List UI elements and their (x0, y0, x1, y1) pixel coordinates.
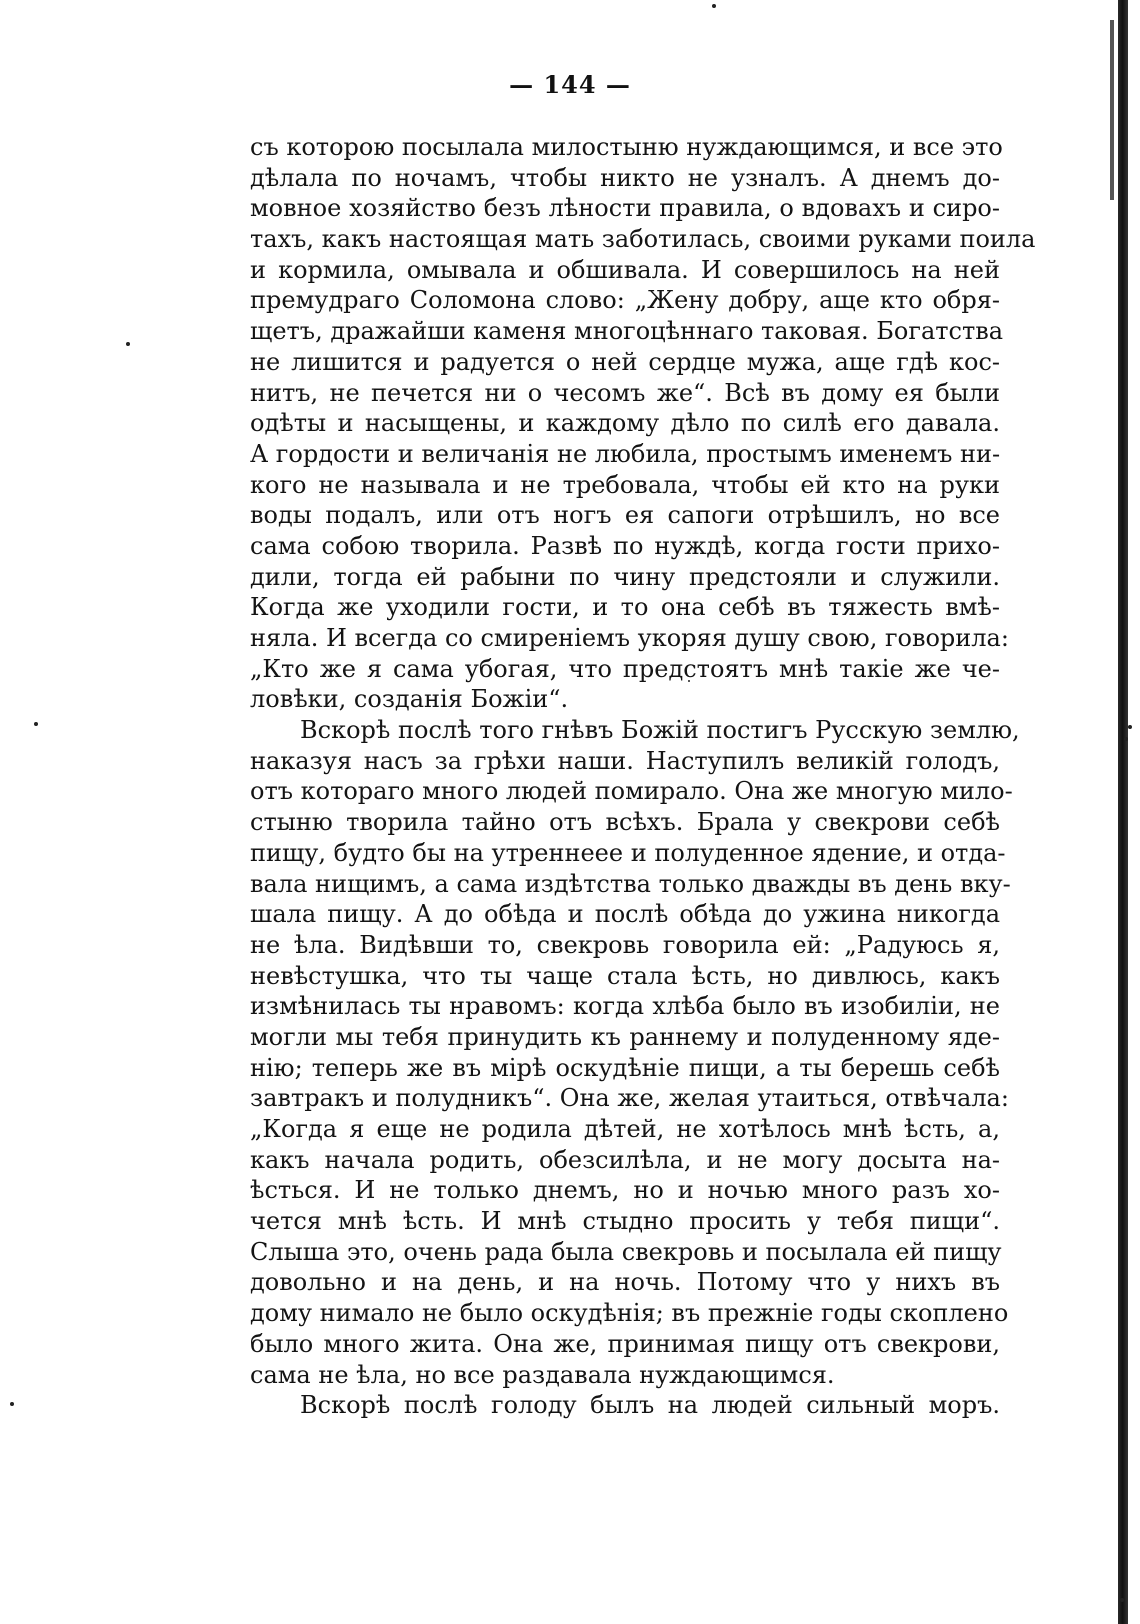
page-number: — 144 — (509, 70, 631, 99)
text-line: чется мнѣ ѣсть. И мнѣ стыдно просить у тебя пищи“. (250, 1207, 1000, 1236)
text-line: могли мы тебя принудить къ раннему и полуденному яде- (250, 1022, 1000, 1051)
text-line: сама не ѣла, но все раздавала нуждающимся. (250, 1360, 835, 1389)
text-line: довольно и на день, и на ночь. Потому что у нихъ въ (250, 1268, 1000, 1297)
text-line: было много жита. Она же, принимая пищу отъ свекрови, (250, 1329, 1000, 1358)
text-line: Вскорѣ послѣ того гнѣвъ Божій постигъ Русскую землю, (300, 716, 1020, 745)
text-line: какъ начала родить, обезсилѣла, и не могу досыта на- (250, 1145, 1000, 1174)
page-edge-mark (1110, 20, 1114, 200)
text-line: дѣлала по ночамъ, чтобы никто не узналъ. А днемъ до- (250, 163, 1000, 192)
text-line: Вскорѣ послѣ голоду былъ на людей сильный моръ. (300, 1391, 1000, 1420)
text-line: наказуя насъ за грѣхи наши. Наступилъ великій голодъ, (250, 746, 1000, 775)
text-line: одѣты и насыщены, и каждому дѣло по силѣ его давала. (250, 409, 1000, 438)
text-line: завтракъ и полудникъ“. Она же, желая утаиться, отвѣчала: (250, 1084, 1009, 1113)
text-line: „Кто же я сама убогая, что предстоятъ мнѣ такіе же че- (250, 654, 1000, 683)
text-line: Слыша это, очень рада была свекровь и посылала ей пищу (250, 1237, 1002, 1266)
text-line: тахъ, какъ настоящая мать заботилась, своими руками поила (250, 225, 1036, 254)
text-line: нію; теперь же въ мірѣ оскудѣніе пищи, а ты берешь себѣ (250, 1053, 1000, 1082)
text-line: Когда же уходили гости, и то она себѣ въ тяжесть вмѣ- (250, 593, 1000, 622)
text-line: не лишится и радуется о ней сердце мужа, аще гдѣ кос- (250, 347, 1000, 376)
text-line: ѣсться. И не только днемъ, но и ночью много разъ хо- (250, 1176, 1000, 1205)
scan-speck (1120, 1598, 1124, 1602)
text-line: „Когда я еще не родила дѣтей, не хотѣлось мнѣ ѣсть, а, (250, 1115, 1000, 1143)
text-line: нитъ, не печется ни о чесомъ же“. Всѣ въ дому ея были (250, 378, 1000, 407)
text-line: и кормила, омывала и обшивала. И совершилось на ней (250, 255, 1000, 284)
text-line: мовное хозяйство безъ лѣности правила, о вдовахъ и сиро- (250, 194, 1000, 223)
text-line: А гордости и величанія не любила, простымъ именемъ ни- (250, 439, 1001, 468)
text-line: щетъ, дражайши каменя многоцѣннаго таковая. Богатства (250, 317, 1004, 346)
scan-speck (712, 4, 716, 8)
text-line: сама собою творила. Развѣ по нуждѣ, когда гости прихо- (250, 531, 1000, 560)
text-line: шала пищу. А до обѣда и послѣ обѣда до ужина никогда (250, 900, 1000, 929)
text-line: няла. И всегда со смиреніемъ укоряя душу свою, говорила: (250, 624, 1009, 652)
scan-speck (34, 722, 38, 726)
text-line: ловѣки, созданія Божіи“. (250, 685, 569, 714)
text-line: дили, тогда ей рабыни по чину предстояли и служили. (250, 562, 1000, 591)
scan-speck (126, 342, 130, 346)
text-line: стыню творила тайно отъ всѣхъ. Брала у свекрови себѣ (250, 808, 1000, 837)
text-line: не ѣла. Видѣвши то, свекровь говорила ей: „Радуюсь я, (250, 930, 1000, 959)
text-line: невѣстушка, что ты чаще стала ѣсть, но дивлюсь, какъ (250, 961, 1000, 990)
text-line: кого не называла и не требовала, чтобы ей кто на руки (250, 470, 1000, 499)
scan-speck (10, 1402, 14, 1406)
text-line: воды подалъ, или отъ ногъ ея сапоги отрѣшилъ, но все (250, 501, 1000, 530)
text-line: измѣнилась ты нравомъ: когда хлѣба было въ изобиліи, не (250, 992, 1000, 1021)
text-line: вала нищимъ, а сама издѣтства только дважды въ день вку- (250, 869, 1011, 898)
scan-speck (1124, 737, 1128, 741)
text-line: премудраго Соломона слово: „Жену добру, аще кто обря- (250, 286, 1000, 315)
text-line: пищу, будто бы на утреннеее и полуденное ядение, и отда- (250, 838, 1006, 867)
body-text (250, 132, 1036, 1421)
scan-speck (1128, 725, 1132, 729)
text-line: съ которою посылала милостыню нуждающимся, и все это (250, 133, 1003, 161)
text-line: дому нимало не было оскудѣнія; въ прежніе годы скоплено (250, 1299, 1009, 1328)
page-edge-shadow (1118, 0, 1128, 1624)
text-line: отъ котораго много людей помирало. Она же многую мило- (250, 777, 1013, 806)
